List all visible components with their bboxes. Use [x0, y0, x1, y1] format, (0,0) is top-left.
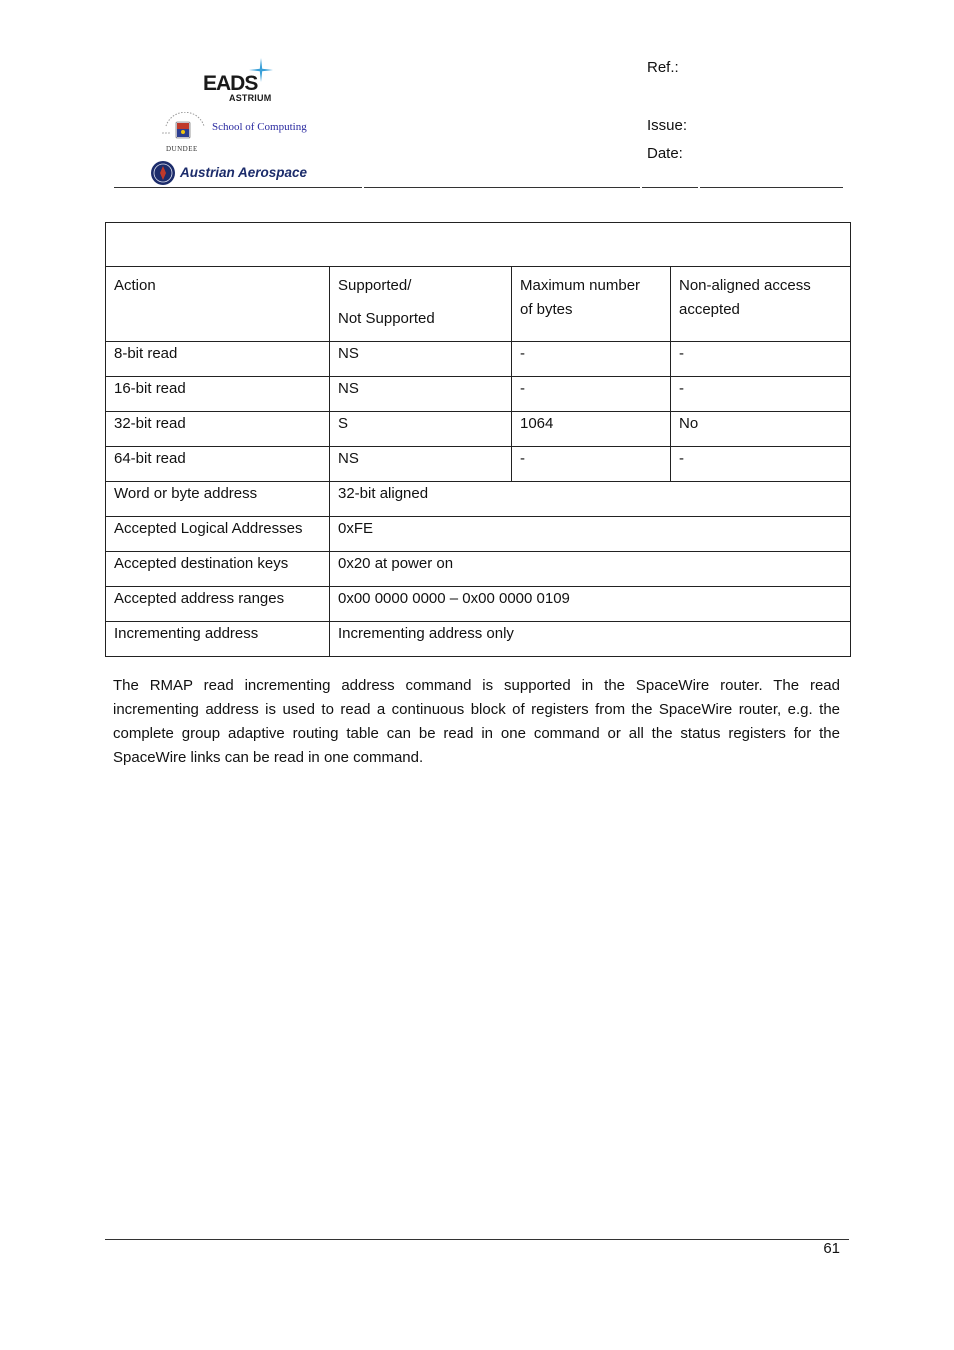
table-cell: 32-bit read: [106, 412, 330, 447]
issue-label: Issue:: [647, 117, 688, 134]
table-cell: 1064: [512, 412, 671, 447]
table-cell: -: [671, 447, 851, 482]
table-row: [106, 587, 851, 622]
dundee-name-text: DUNDEE: [166, 145, 198, 153]
page-number: 61: [823, 1240, 840, 1257]
header-rule: [364, 187, 640, 188]
property-value: 0x00 0000 0000 – 0x00 0000 0109: [330, 587, 851, 622]
table-title: [106, 223, 851, 267]
table-cell: NS: [330, 342, 512, 377]
svg-text:o o o: o o o: [162, 130, 170, 135]
table-cell: No: [671, 412, 851, 447]
table-row: [106, 412, 851, 447]
date-label: Date:: [647, 145, 683, 162]
property-name: Accepted address ranges: [106, 587, 330, 622]
table-row: [106, 622, 851, 657]
astrium-star-icon: [247, 56, 275, 84]
table-row: [106, 552, 851, 587]
table-row: [106, 342, 851, 377]
header-rule: [700, 187, 843, 188]
property-name: Accepted destination keys: [106, 552, 330, 587]
property-name: Accepted Logical Addresses: [106, 517, 330, 552]
property-name: Incrementing address: [106, 622, 330, 657]
table-cell: 64-bit read: [106, 447, 330, 482]
table-cell: -: [512, 447, 671, 482]
table-row: [106, 482, 851, 517]
table-cell: -: [671, 377, 851, 412]
column-header-action: Action: [106, 267, 330, 342]
dundee-school-text: School of Computing: [212, 121, 307, 133]
table-row: [106, 517, 851, 552]
property-value: 0xFE: [330, 517, 851, 552]
eads-logo-text: EADS: [203, 72, 258, 95]
astrium-logo-text: ASTRIUM: [229, 93, 272, 103]
header-rule: [642, 187, 698, 188]
table-cell: -: [671, 342, 851, 377]
table-cell: NS: [330, 377, 512, 412]
rmap-read-spec-table: [105, 222, 851, 657]
table-cell: 16-bit read: [106, 377, 330, 412]
column-header-supported: Supported/ Not Supported: [330, 267, 512, 342]
column-header-max-bytes: Maximum number of bytes: [512, 267, 671, 342]
table-header-row: [106, 267, 851, 342]
ref-label: Ref.:: [647, 59, 679, 76]
table-cell: 8-bit read: [106, 342, 330, 377]
table-cell: S: [330, 412, 512, 447]
column-header-non-aligned: Non-aligned access accepted: [671, 267, 851, 342]
table-cell: -: [512, 342, 671, 377]
table-cell: -: [512, 377, 671, 412]
austrian-aerospace-logo-text: Austrian Aerospace: [180, 165, 308, 180]
header-rule: [114, 187, 362, 188]
property-name: Word or byte address: [106, 482, 330, 517]
austrian-aerospace-emblem-icon: [150, 160, 176, 186]
property-value: 0x20 at power on: [330, 552, 851, 587]
property-value: Incrementing address only: [330, 622, 851, 657]
property-value: 32-bit aligned: [330, 482, 851, 517]
table-cell: NS: [330, 447, 512, 482]
table-title-row: [106, 223, 851, 267]
footer-rule: [105, 1239, 849, 1240]
body-paragraph: The RMAP read incrementing address command is supported in the SpaceWire router. The read incrementing address is used to read a continuous block of registers from the SpaceWire router, e.g. the complete group adaptive routing table can be read in one command or all the status registers for the SpaceWire links can be read in one command.: [113, 677, 840, 766]
table-row: [106, 447, 851, 482]
table-row: [106, 377, 851, 412]
